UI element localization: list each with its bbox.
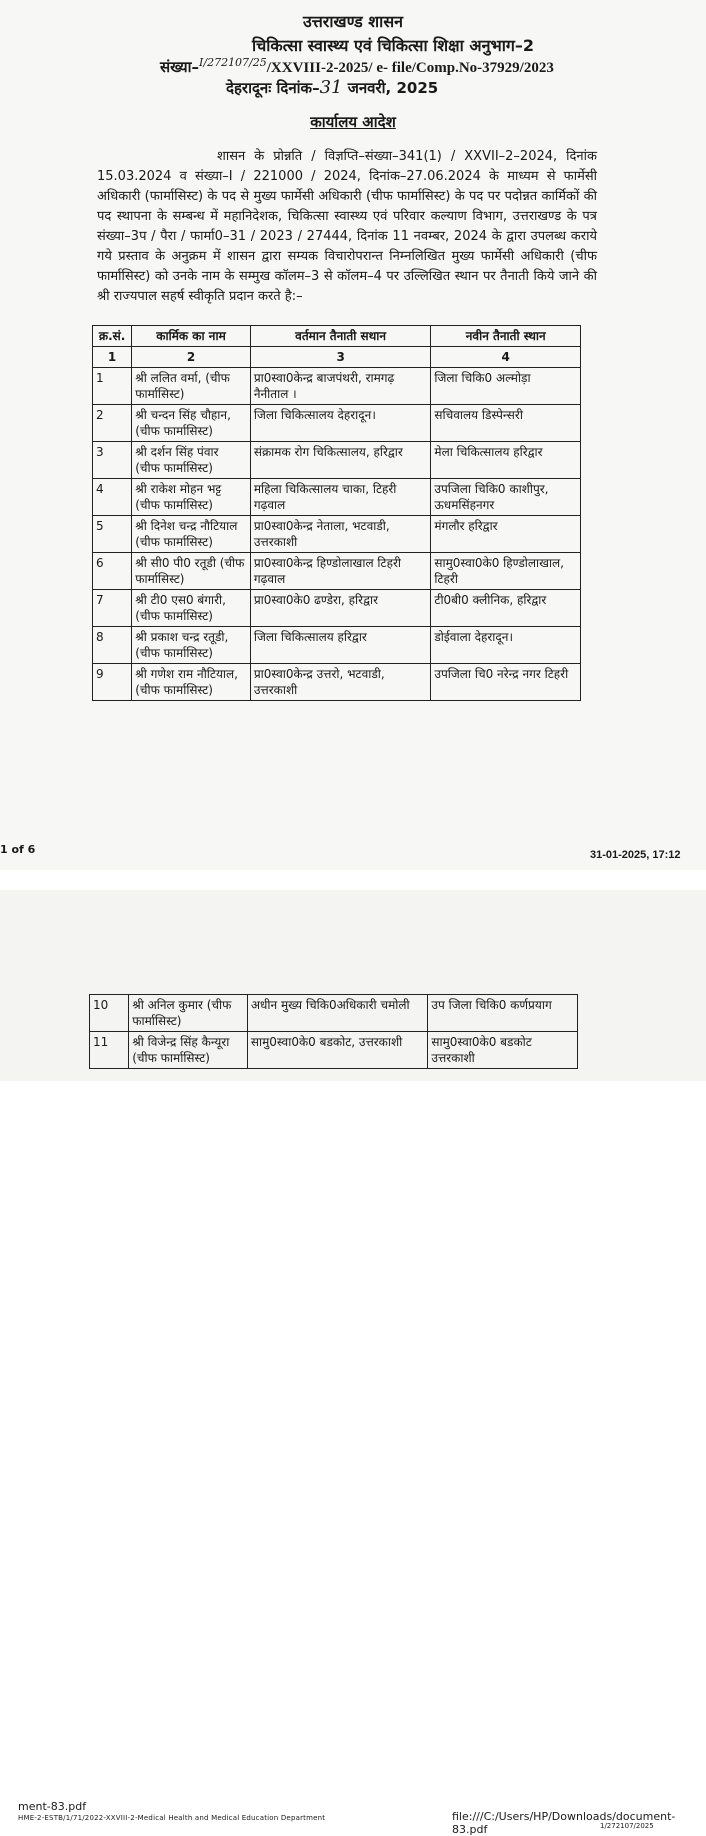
new-posting-cell: सामु0स्वा0के0 बडकोट उत्तरकाशी bbox=[428, 1032, 578, 1069]
table-row bbox=[93, 553, 581, 590]
place-date-line bbox=[226, 77, 438, 98]
serial-cell: 6 bbox=[93, 553, 132, 590]
serial-cell: 4 bbox=[93, 479, 132, 516]
new-posting-cell: मेला चिकित्सालय हरिद्वार bbox=[431, 442, 581, 479]
current-posting-cell: प्रा0स्वा0केन्द्र हिण्डोलाखाल टिहरी गढ़वाल bbox=[250, 553, 431, 590]
employee-name-cell: श्री गणेश राम नौटियाल, (चीफ फार्मासिस्ट) bbox=[132, 664, 251, 701]
employee-name-cell: श्री राकेश मोहन भट्ट (चीफ फार्मासिस्ट) bbox=[132, 479, 251, 516]
column-number: 2 bbox=[132, 347, 251, 368]
place-date-prefix: देहरादूनः दिनांक– bbox=[226, 79, 320, 97]
document-page-1 bbox=[0, 0, 706, 870]
employee-name-cell: श्री ललित वर्मा, (चीफ फार्मासिस्ट) bbox=[132, 368, 251, 405]
employee-name-cell: श्री दर्शन सिंह पंवार (चीफ फार्मासिस्ट) bbox=[132, 442, 251, 479]
serial-cell: 5 bbox=[93, 516, 132, 553]
reference-number bbox=[160, 57, 554, 77]
reference-code: /XXVIII-2-2025/ e- file/Comp.No-37929/2023 bbox=[266, 60, 554, 76]
serial-cell: 7 bbox=[93, 590, 132, 627]
column-number: 4 bbox=[431, 347, 581, 368]
table-row bbox=[93, 627, 581, 664]
serial-cell: 3 bbox=[93, 442, 132, 479]
new-posting-cell: उप जिला चिकि0 कर्णप्रयाग bbox=[428, 995, 578, 1032]
employee-name-cell: श्री टी0 एस0 बंगारी, (चीफ फार्मासिस्ट) bbox=[132, 590, 251, 627]
handwritten-date: 31 bbox=[319, 77, 343, 98]
employee-name-cell: श्री चन्दन सिंह चौहान, (चीफ फार्मासिस्ट) bbox=[132, 405, 251, 442]
page-gap bbox=[0, 870, 706, 890]
current-posting-cell: संक्रामक रोग चिकित्सालय, हरिद्वार bbox=[250, 442, 431, 479]
page2-file-path: file:///C:/Users/HP/Downloads/document-83.pdf bbox=[452, 1810, 676, 1836]
current-posting-cell: प्रा0स्वा0के0 ढण्डेरा, हरिद्वार bbox=[250, 590, 431, 627]
new-posting-cell: सचिवालय डिस्पेन्सरी bbox=[431, 405, 581, 442]
employee-name-cell: श्री विजेन्द्र सिंह कैन्यूरा (चीफ फार्मासिस्ट) bbox=[129, 1032, 248, 1069]
employee-name-cell: श्री सी0 पी0 रतूडी (चीफ फार्मासिस्ट) bbox=[132, 553, 251, 590]
department-heading: चिकित्सा स्वास्थ्य एवं चिकित्सा शिक्षा अनुभाग–2 bbox=[251, 36, 535, 55]
header-name: कार्मिक का नाम bbox=[132, 326, 251, 347]
government-heading: उत्तराखण्ड शासन bbox=[302, 12, 404, 31]
table-column-number-row bbox=[93, 347, 581, 368]
header-serial: क्र.सं. bbox=[93, 326, 132, 347]
serial-cell: 11 bbox=[90, 1032, 129, 1069]
current-posting-cell: प्रा0स्वा0केन्द्र नेताला, भटवाडी, उत्तरकाशी bbox=[250, 516, 431, 553]
table-body bbox=[93, 368, 581, 701]
employee-name-cell: श्री दिनेश चन्द्र नौटियाल (चीफ फार्मासिस्ट) bbox=[132, 516, 251, 553]
new-posting-cell: उपजिला चि0 नरेन्द्र नगर टिहरी bbox=[431, 664, 581, 701]
order-title: कार्यालय आदेश bbox=[310, 113, 396, 131]
current-posting-cell: अधीन मुख्य चिकि0अधिकारी चमोली bbox=[247, 995, 428, 1032]
table-row bbox=[93, 590, 581, 627]
serial-cell: 2 bbox=[93, 405, 132, 442]
page2-source-line: HME-2-ESTB/1/71/2022-XXVIII-2-Medical Health and Medical Education Department bbox=[18, 1814, 326, 1822]
table-row bbox=[93, 442, 581, 479]
employee-name-cell: श्री प्रकाश चन्द्र रतूडी, (चीफ फार्मासिस्ट) bbox=[132, 627, 251, 664]
header-current-posting: वर्तमान तैनाती सथान bbox=[250, 326, 431, 347]
current-posting-cell: महिला चिकित्सालय चाका, टिहरी गढ़वाल bbox=[250, 479, 431, 516]
current-posting-cell: प्रा0स्वा0केन्द्र बाजपंथरी, रामगढ़ नैनीताल । bbox=[250, 368, 431, 405]
new-posting-cell: डोईवाला देहरादून। bbox=[431, 627, 581, 664]
new-posting-cell: उपजिला चिकि0 काशीपुर, ऊधमसिंहनगर bbox=[431, 479, 581, 516]
posting-table bbox=[92, 325, 581, 701]
table-row bbox=[93, 368, 581, 405]
current-posting-cell: प्रा0स्वा0केन्द्र उत्तरो, भटवाडी, उत्तरकाशी bbox=[250, 664, 431, 701]
reference-prefix: संख्या– bbox=[160, 58, 200, 76]
table-row bbox=[93, 479, 581, 516]
table-row bbox=[90, 1032, 578, 1069]
serial-cell: 8 bbox=[93, 627, 132, 664]
serial-cell: 10 bbox=[90, 995, 129, 1032]
date-suffix: जनवरी, 2025 bbox=[342, 79, 439, 97]
serial-cell: 1 bbox=[93, 368, 132, 405]
table-row bbox=[90, 995, 578, 1032]
print-timestamp: 31-01-2025, 17:12 bbox=[590, 849, 681, 861]
table-body bbox=[90, 995, 578, 1069]
new-posting-cell: मंगलौर हरिद्वार bbox=[431, 516, 581, 553]
order-body bbox=[97, 147, 597, 307]
table-header-row bbox=[93, 326, 581, 347]
page2-file-number: 1/272107/2025 bbox=[600, 1822, 654, 1830]
page2-filename: ment-83.pdf bbox=[18, 1800, 87, 1813]
employee-name-cell: श्री अनिल कुमार (चीफ फार्मासिस्ट) bbox=[129, 995, 248, 1032]
column-number: 3 bbox=[250, 347, 431, 368]
table-row bbox=[93, 405, 581, 442]
header-new-posting: नवीन तैनाती स्थान bbox=[431, 326, 581, 347]
page-number: 1 of 6 bbox=[0, 843, 36, 856]
column-number: 1 bbox=[93, 347, 132, 368]
new-posting-cell: सामु0स्वा0के0 हिण्डोलाखाल, टिहरी bbox=[431, 553, 581, 590]
current-posting-cell: सामु0स्वा0के0 बडकोट, उत्तरकाशी bbox=[247, 1032, 428, 1069]
table-row bbox=[93, 516, 581, 553]
new-posting-cell: टी0बी0 क्लीनिक, हरिद्वार bbox=[431, 590, 581, 627]
posting-table-continued bbox=[89, 994, 578, 1069]
new-posting-cell: जिला चिकि0 अल्मोड़ा bbox=[431, 368, 581, 405]
table-row bbox=[93, 664, 581, 701]
serial-cell: 9 bbox=[93, 664, 132, 701]
current-posting-cell: जिला चिकित्सालय हरिद्वार bbox=[250, 627, 431, 664]
current-posting-cell: जिला चिकित्सालय देहरादून। bbox=[250, 405, 431, 442]
handwritten-reference: I/272107/25 bbox=[199, 56, 267, 69]
order-paragraph: शासन के प्रोन्नति / विज्ञप्ति–संख्या–341(1) / XXVII–2–2024, दिनांक 15.03.2024 व संख्या–I / 221000 / 2024, दिनांक–27.06.2024 के माध्यम से फार्मेसी अधिकारी (फार्मासिस्ट) के पद से मुख्य फार्मेसी अधिकारी (चीफ फार्मासिस्ट) के पद पर पदोन्नत कार्मिकों की पद स्थापना के सम्बन्ध में महानिदेशक, चिकित्सा स्वास्थ्य एवं परिवार कल्याण विभाग, उत्तराखण्ड के पत्र संख्या–3प / पैरा / फार्मा0–31 / 2023 / 27444, दिनांक 11 नवम्बर, 2024 के द्वारा उपलब्ध कराये गये प्रस्ताव के अनुक्रम में शासन द्वारा सम्यक विचारोपरान्त निम्नलिखित मुख्य फार्मेसी अधिकारी (चीफ फार्मासिस्ट) को उनके नाम के सम्मुख कॉलम–3 से कॉलम–4 पर उल्लिखित स्थान पर तैनाती किये जाने की श्री राज्यपाल सहर्ष स्वीकृति प्रदान करते है:– bbox=[97, 149, 597, 304]
